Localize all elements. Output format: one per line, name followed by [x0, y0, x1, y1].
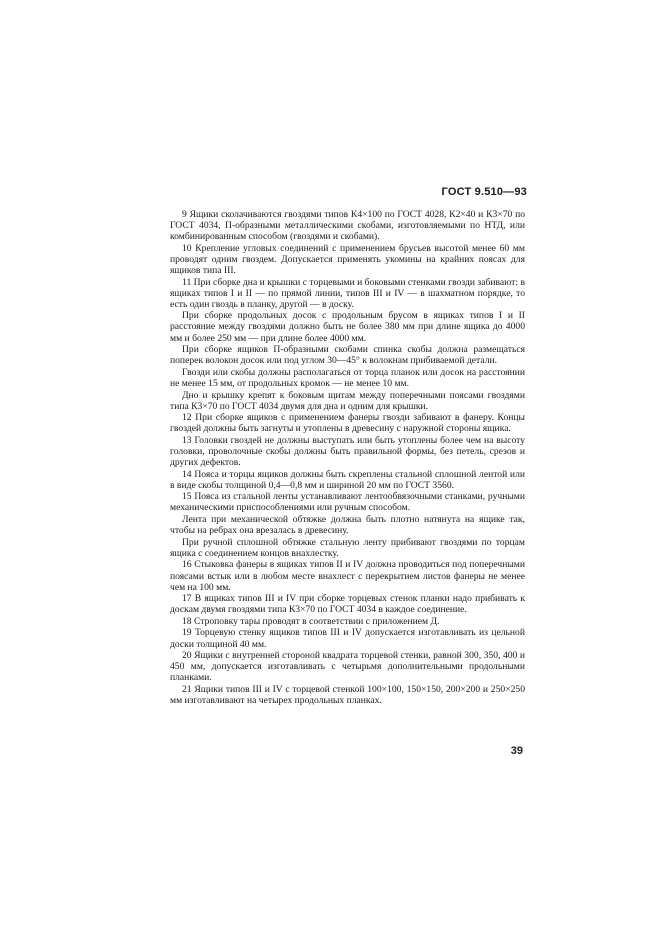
paragraph-15-manual: При ручной сплошной обтяжке стальную ленту прибивают гвоздями по торцам ящика с соединением концов внахлестку.: [170, 536, 525, 559]
paragraph-12: 12 При сборке ящиков с применением фанеры гвозди забивают в фанеру. Концы гвоздей должны быть загнуты и утоплены в древесину с наружной стороны ящика.: [170, 412, 525, 435]
paragraph-19: 19 Торцевую стенку ящиков типов III и IV допускается изготавливать из цельной доски толщиной 40 мм.: [170, 627, 525, 650]
paragraph-11-edge-distance: Гвозди или скобы должны располагаться от торца планок или досок на расстоянии не менее 15 мм, от продольных кромок — не менее 10 мм.: [170, 366, 525, 389]
paragraph-15-machine: Лента при механической обтяжке должна быть плотно натянута на ящике так, чтобы на ребрах она врезалась в древесину.: [170, 514, 525, 537]
paragraph-11-bottom-lid: Дно и крышку крепят к боковым щитам между поперечными поясами гвоздями типа К3×70 по ГОСТ 4034 двумя для дна и одним для крышки.: [170, 389, 525, 412]
paragraph-11-staples: При сборке ящиков П-образными скобами спинка скобы должна размещаться поперек волокон досок или под углом 30—45° к волокнам прибиваемой детали.: [170, 344, 525, 367]
paragraph-14: 14 Пояса и торцы ящиков должны быть скреплены стальной сплошной лентой или в виде скобы толщиной 0,4—0,8 мм и шириной 20 мм по ГОСТ 3560.: [170, 468, 525, 491]
paragraph-10: 10 Крепление угловых соединений с применением брусьев высотой менее 60 мм проводят одним гвоздем. Допускается применять укомины на крайних поясах для ящиков типа III.: [170, 242, 525, 276]
paragraph-18: 18 Строповку тары проводят в соответствии с приложением Д.: [182, 615, 440, 627]
paragraph-20: 20 Ящики с внутренней стороной квадрата торцевой стенки, равной 300, 350, 400 и 450 мм, допускается изготавливать с четырьмя дополнительными продольными планками.: [170, 650, 525, 684]
paragraph-21: 21 Ящики типов III и IV с торцевой стенкой 100×100, 150×150, 200×200 и 250×250 мм изготавливают на четырех продольных планках.: [170, 683, 525, 707]
document-body: [170, 209, 525, 707]
document-header: ГОСТ 9.510—93: [441, 186, 527, 198]
paragraph-15: 15 Пояса из стальной ленты устанавливают лентообвязочными станками, ручными механическими приспособлениями или ручным способом.: [170, 491, 525, 514]
paragraph-13: 13 Головки гвоздей не должны выступать или быть утоплены более чем на высоту головки, проволочные скобы должны быть правильной формы, без петель, срезов и других дефектов.: [170, 434, 525, 469]
paragraph-16: 16 Стыковка фанеры в ящиках типов II и IV должна проводиться под поперечными поясами встык или в любом месте внахлест с перекрытием листов фанеры не менее чем на 100 мм.: [170, 559, 525, 593]
paragraph-17: 17 В ящиках типов III и IV при сборке торцевых стенок планки надо прибивать к доскам двумя гвоздями типа К3×70 по ГОСТ 4034 в каждое соединение.: [170, 593, 525, 616]
page-number: 39: [510, 745, 523, 757]
paragraph-9: 9 Ящики сколачиваются гвоздями типов К4×100 по ГОСТ 4028, К2×40 и К3×70 по ГОСТ 4034, П-образными металлическими скобами, изготовляемыми по НТД, или комбинированным способом (гвоздями и скобами).: [170, 209, 525, 243]
paragraph-11-nail-spacing: При сборке продольных досок с продольным брусом в ящиках типов I и II расстояние между гвоздями должно быть не более 380 мм при длине ящика до 4000 мм и более 250 мм — при длине более 4000 мм.: [170, 310, 525, 344]
paragraph-11: 11 При сборке дна и крышки с торцевыми и боковыми стенками гвозди забивают: в ящиках типов I и II — по прямой линии, типов III и IV — в шахматном порядке, то есть один гвоздь в планку, другой — в доску.: [170, 276, 525, 310]
